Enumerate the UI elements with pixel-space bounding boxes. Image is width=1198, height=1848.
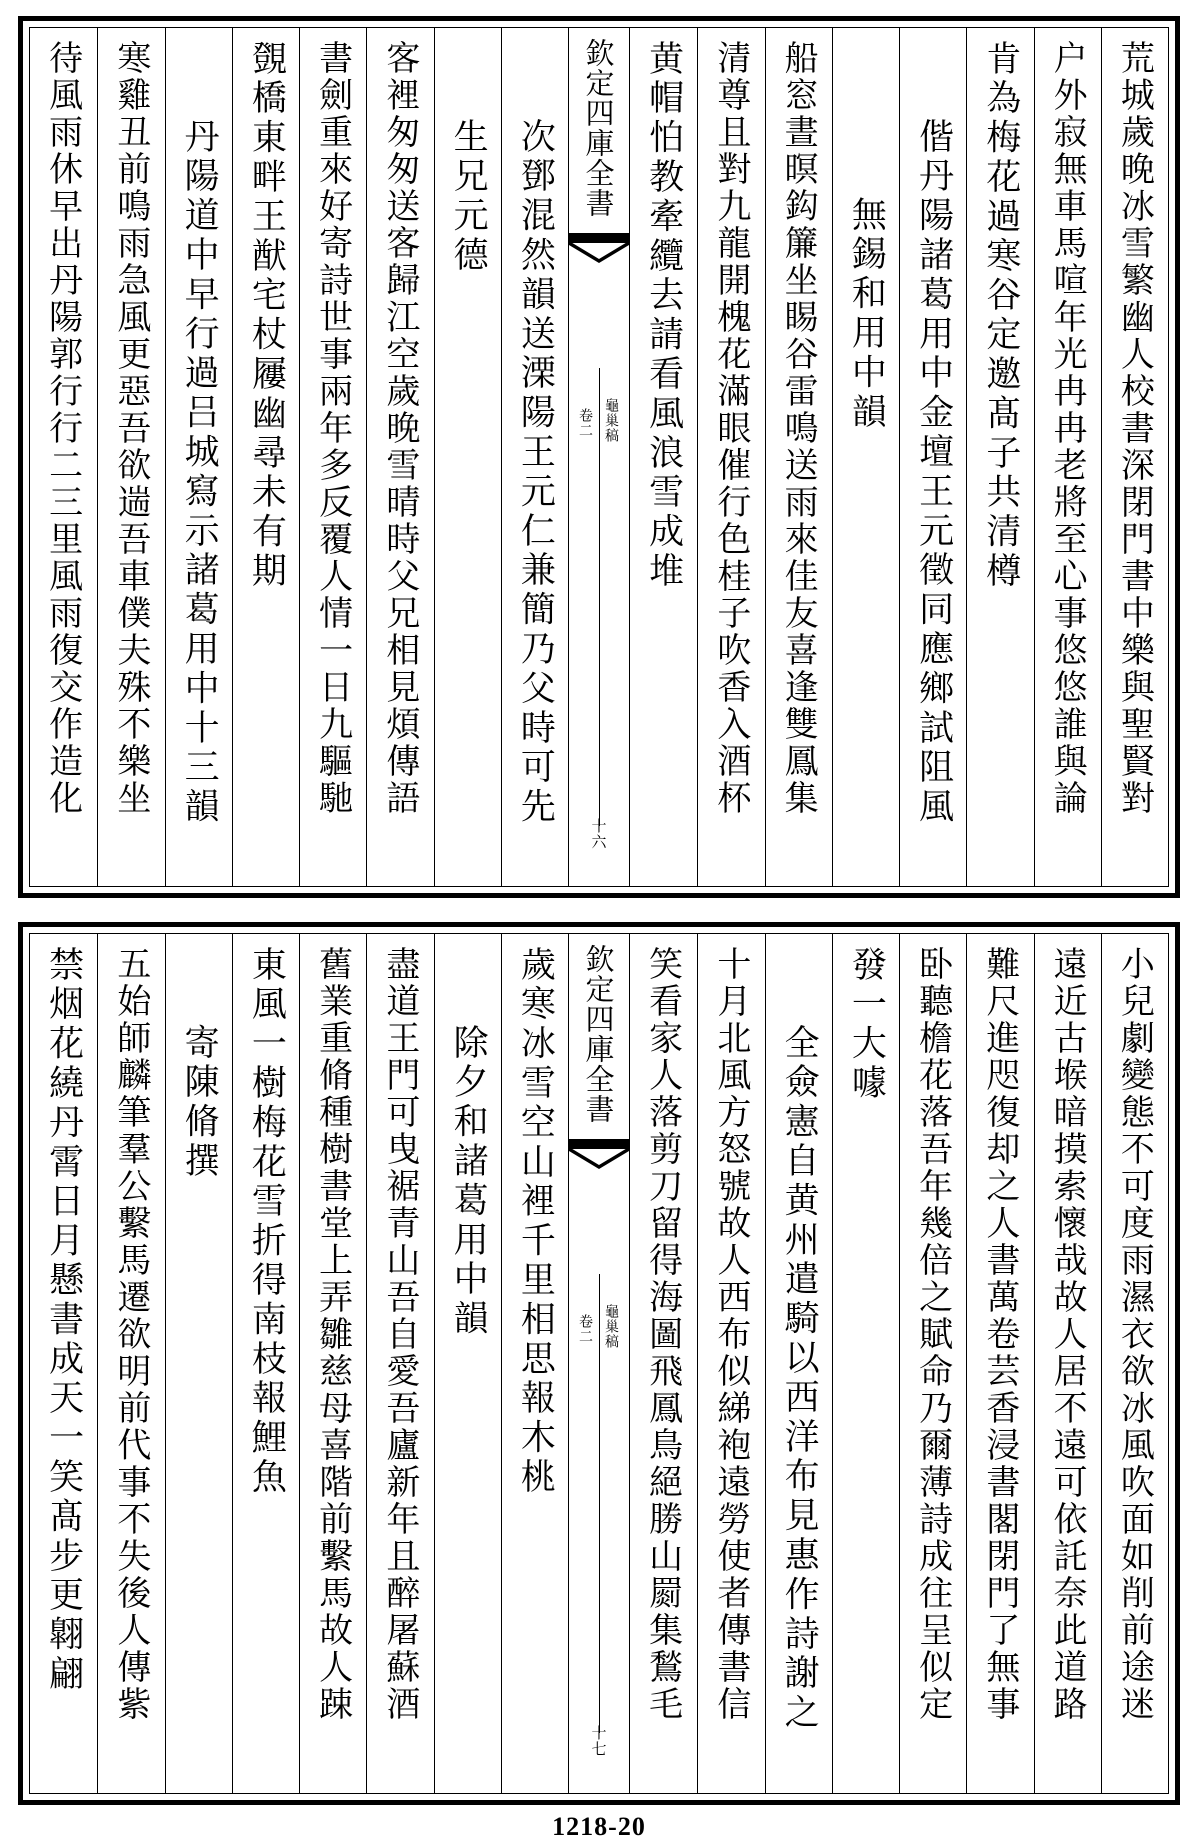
column-text: 待風雨休早出丹陽郭行行二三里風雨復交作造化	[42, 40, 83, 817]
text-column	[299, 934, 366, 1793]
text-column	[501, 28, 568, 886]
column-text: 清尊且對九龍開槐花滿眼催行色桂子吹香入酒杯	[710, 40, 751, 817]
text-column	[1101, 934, 1168, 1793]
column-text: 東風一樹梅花雪折得南枝報鯉魚	[246, 946, 287, 1498]
fold-line	[599, 1274, 600, 1733]
text-column	[434, 28, 501, 886]
text-column	[501, 934, 568, 1793]
text-column	[97, 28, 164, 886]
text-column	[165, 28, 232, 886]
fold-line	[599, 368, 600, 826]
text-column	[366, 28, 433, 886]
column-text: 五始師麟筆羣公繫馬遷欲明前代事不失後人傳紫	[110, 946, 151, 1723]
center-fold-column	[568, 28, 630, 886]
text-column	[366, 934, 433, 1793]
page-upper	[18, 16, 1180, 898]
text-column	[630, 28, 697, 886]
text-column	[30, 28, 97, 886]
column-text: 書劍重來好寄詩世事兩年多反覆人情一日九驅馳	[312, 40, 353, 817]
leaf-number: 十六	[589, 818, 608, 850]
text-column	[165, 934, 232, 1793]
column-text: 無錫和用中韻	[846, 196, 887, 433]
page-upper-frame	[29, 27, 1169, 887]
center-fold-column	[568, 934, 630, 1793]
text-column	[299, 28, 366, 886]
column-text: 户外寂無車馬喧年光冉冉老將至心事悠悠誰與論	[1047, 40, 1088, 817]
text-column	[1034, 934, 1101, 1793]
column-text: 寒雞丑前鳴雨急風更惡吾欲遄吾車僕夫殊不樂坐	[110, 40, 151, 817]
column-text: 盡道王門可曳裾青山吾自愛吾廬新年且醉屠蘇酒	[379, 946, 420, 1723]
column-text: 丹陽道中早行過吕城寫示諸葛用中十三韻	[179, 118, 220, 828]
collection-title: 欽定四庫全書	[581, 38, 616, 218]
text-column	[765, 28, 832, 886]
text-column	[832, 934, 899, 1793]
book-name: 龜巢稿	[603, 1304, 619, 1349]
text-column	[434, 934, 501, 1793]
leaf-number: 十七	[589, 1725, 608, 1757]
column-text: 荒城歲晚冰雪繁幽人校書深閉門書中樂與聖賢對	[1114, 40, 1155, 817]
text-column	[899, 28, 966, 886]
text-column	[232, 28, 299, 886]
text-column	[630, 934, 697, 1793]
column-text: 次鄧混然韻送溧陽王元仁兼簡乃父時可先	[515, 118, 556, 828]
text-column	[97, 934, 164, 1793]
column-text: 船窓晝暝鈎簾坐睗谷雷鳴送雨來佳友喜逢雙鳳集	[778, 40, 819, 817]
text-column	[832, 28, 899, 886]
collection-title: 欽定四庫全書	[581, 944, 616, 1124]
fishtail-mark	[569, 233, 629, 273]
text-column	[232, 934, 299, 1793]
text-column	[697, 28, 764, 886]
text-column	[765, 934, 832, 1793]
column-text: 舊業重脩種樹書堂上弄雛慈母喜階前繫馬故人踈	[312, 946, 353, 1723]
book-name: 龜巢稿	[603, 398, 619, 443]
column-text: 偕丹陽諸葛用中金壇王元徵同應鄉試阻風	[913, 118, 954, 828]
page-lower	[18, 922, 1180, 1805]
column-text: 笑看家人落剪刀留得海圖飛鳳鳥絕勝山罽集鶖毛	[642, 946, 683, 1723]
volume-label: 卷二	[577, 1314, 593, 1344]
text-column	[1101, 28, 1168, 886]
fishtail-mark	[569, 1139, 629, 1179]
text-column	[30, 934, 97, 1793]
column-text: 歲寒冰雪空山裡千里相思報木桃	[515, 946, 556, 1498]
text-column	[899, 934, 966, 1793]
text-column	[697, 934, 764, 1793]
column-text: 覴橋東畔王猷宅杖屨幽尋未有期	[246, 40, 287, 592]
column-text: 難尺進咫復却之人書萬卷芸香浸書閣閉門了無事	[979, 946, 1020, 1723]
column-text: 寄陳脩撰	[179, 1024, 220, 1182]
column-text: 遠近古堠暗摸索懷哉故人居不遠可依託奈此道路	[1047, 946, 1088, 1723]
volume-label: 卷二	[577, 408, 593, 438]
column-text: 生兄元德	[448, 118, 489, 276]
page-lower-frame	[29, 933, 1169, 1794]
column-text: 全僉憲自黄州遣騎以西洋布見惠作詩謝之	[779, 1024, 820, 1734]
column-text: 除夕和諸葛用中韻	[448, 1024, 489, 1340]
text-column	[966, 28, 1033, 886]
text-column	[966, 934, 1033, 1793]
column-text: 肯為梅花過寒谷定邀髙子共清樽	[980, 40, 1021, 592]
footer-page-code: 1218-20	[552, 1812, 646, 1841]
column-text: 小兒劇變態不可度雨濕衣欲冰風吹面如削前途迷	[1114, 946, 1155, 1723]
column-text: 發一大噱	[846, 946, 887, 1104]
column-text: 黄帽怕教牽纜去請看風浪雪成堆	[643, 40, 684, 592]
column-text: 卧聽檐花落吾年幾倍之賦命乃爾薄詩成往呈似定	[912, 946, 953, 1723]
text-column	[1034, 28, 1101, 886]
column-text: 客裡匆匆送客歸江空歲晚雪晴時父兄相見煩傳語	[379, 40, 420, 817]
column-text: 十月北風方怒號故人西布似綈袍遠勞使者傳書信	[710, 946, 751, 1723]
column-text: 禁烟花繞丹霄日月懸書成天一笑髙步更翺翩	[43, 946, 84, 1695]
